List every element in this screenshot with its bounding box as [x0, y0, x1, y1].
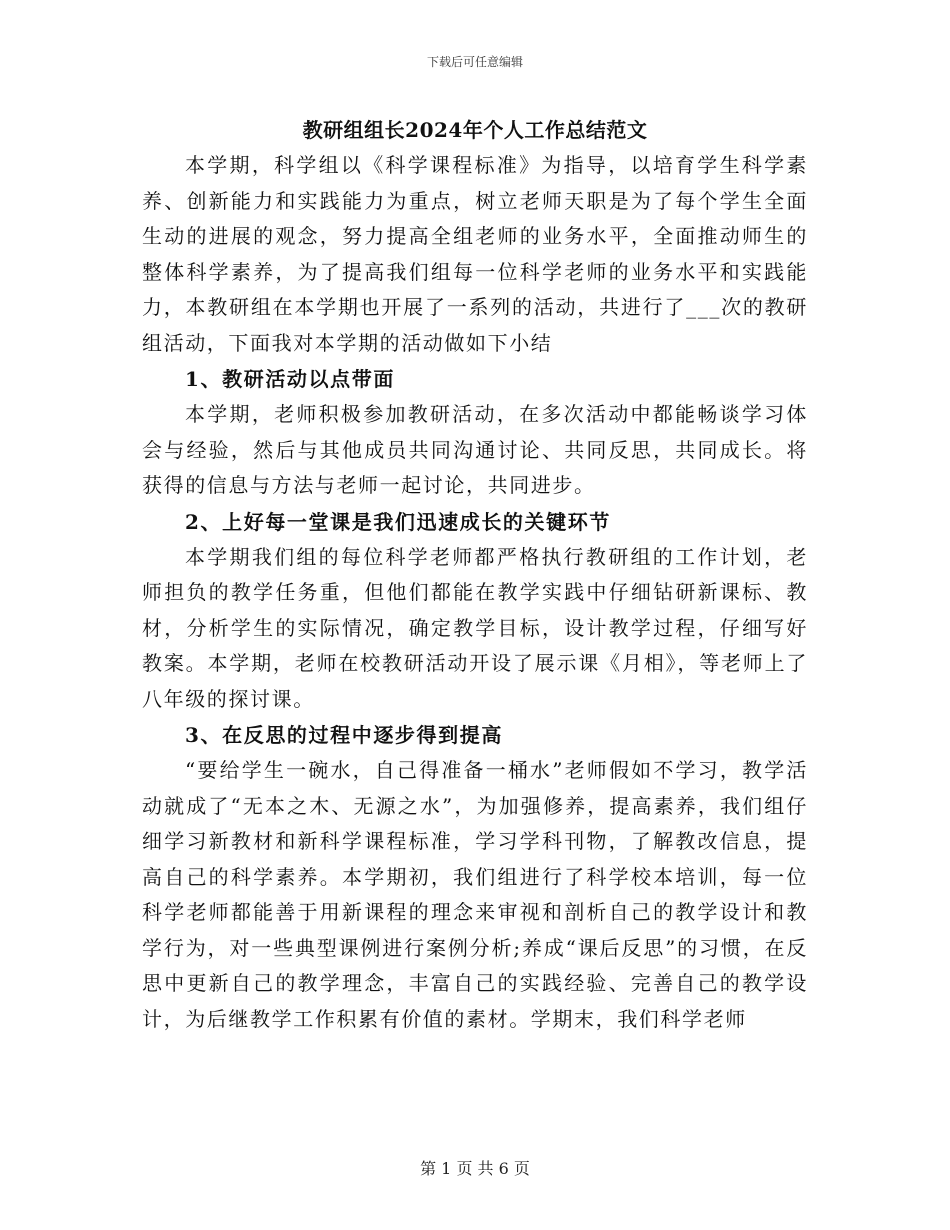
section-3-heading: 3、在反思的过程中逐步得到提高 — [185, 723, 503, 747]
page-number-footer: 第 1 页 共 6 页 — [420, 1159, 530, 1178]
document-title: 教研组组长2024年个人工作总结范文 — [302, 118, 648, 142]
section-1-body: 本学期，老师积极参加教研活动，在多次活动中都能畅谈学习体会与经验，然后与其他成员共同沟通讨论、共同反思，共同成长。将获得的信息与方法与老师一起讨论，共同进步。 — [142, 402, 808, 497]
page-header-note: 下载后可任意编辑 — [426, 55, 523, 69]
section-2-body: 本学期我们组的每位科学老师都严格执行教研组的工作计划，老师担负的教学任务重，但他们都能在教学实践中仔细钻研新课标、教材，分析学生的实际情况，确定教学目标，设计教学过程，仔细写好教案。本学期，老师在校教研活动开设了展示课《月相》，等老师上了八年级的探讨课。 — [142, 544, 808, 711]
section-3-body: “要给学生一碗水，自己得准备一桶水”老师假如不学习，教学活动就成了“无本之木、无源之水”，为加强修养，提高素养，我们组仔细学习新教材和新科学课程标准，学习学科刊物，了解教改信息，提高自己的科学素养。本学期初，我们组进行了科学校本培训，每一位科学老师都能善于用新课程的理念来审视和剖析自己的教学设计和教学行为，对一些典型课例进行案例分析;养成“课后反思”的习惯，在反思中更新自己的教学理念，丰富自己的实践经验、完善自己的教学设计，为后继教学工作积累有价值的素材。学期末，我们科学老师 — [142, 758, 808, 1031]
intro-paragraph: 本学期，科学组以《科学课程标准》为指导，以培育学生科学素养、创新能力和实践能力为重点，树立老师天职是为了每个学生全面生动的进展的观念，努力提高全组老师的业务水平，全面推动师生的整体科学素养，为了提高我们组每一位科学老师的业务水平和实践能力，本教研组在本学期也开展了一系列的活动，共进行了___次的教研组活动，下面我对本学期的活动做如下小结 — [142, 153, 808, 355]
document-body — [142, 148, 808, 1037]
section-1-heading: 1、教研活动以点带面 — [185, 367, 395, 391]
section-2-heading: 2、上好每一堂课是我们迅速成长的关键环节 — [185, 509, 611, 534]
